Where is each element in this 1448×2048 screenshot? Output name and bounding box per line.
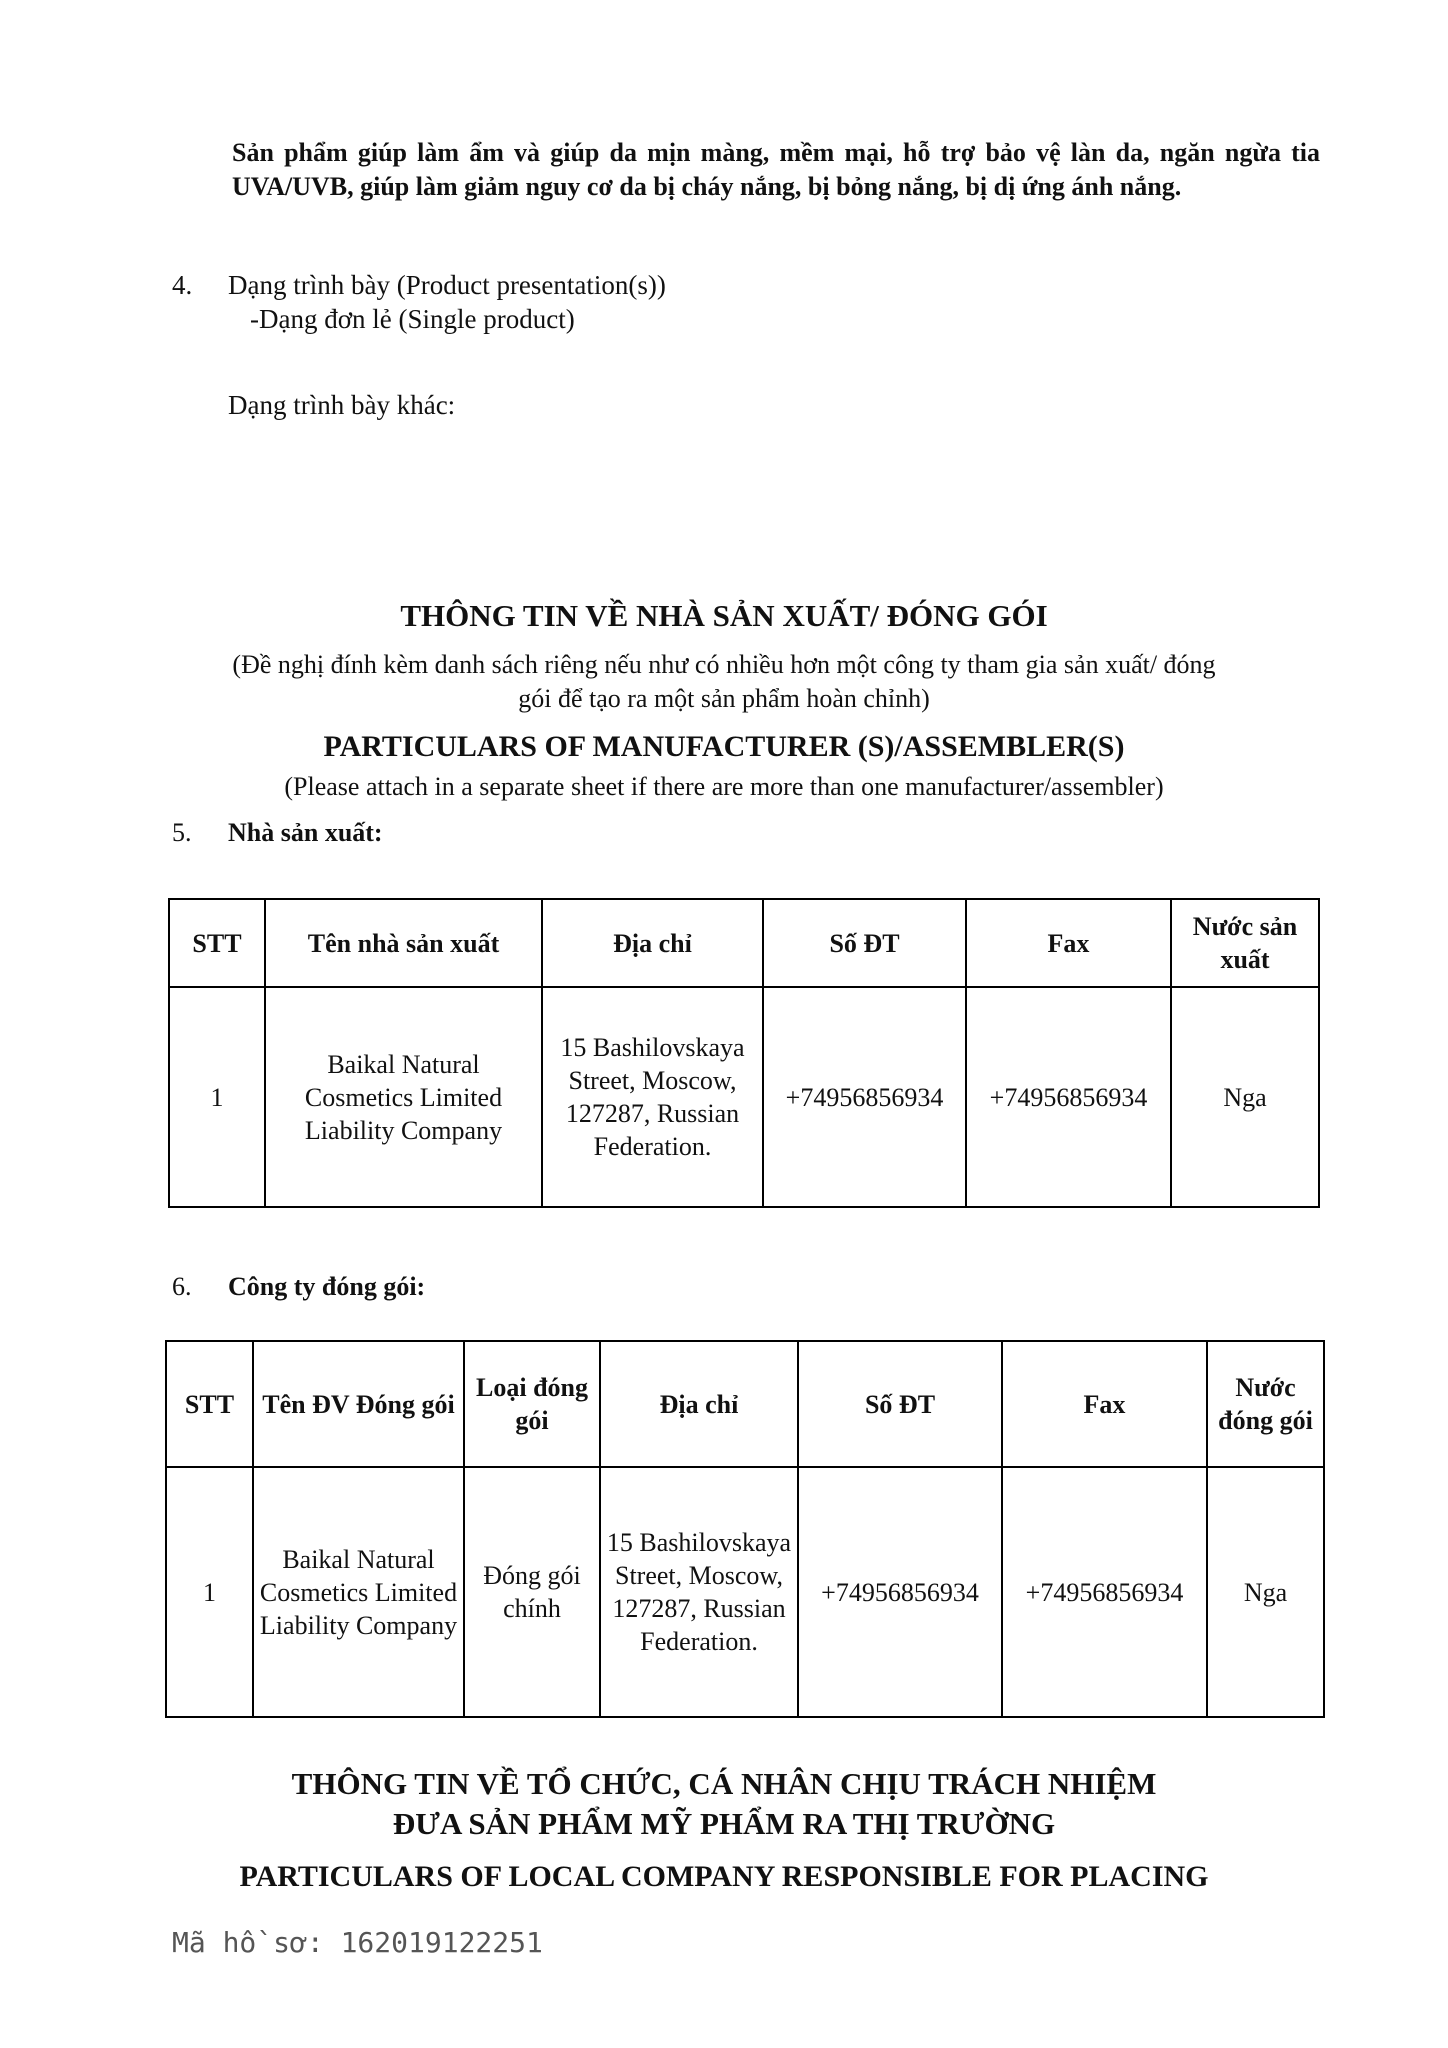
cell-fax: +74956856934 <box>1002 1467 1207 1717</box>
header-country: Nước sản xuất <box>1171 899 1319 987</box>
header-packaging-type: Loại đóng gói <box>464 1341 600 1467</box>
cell-assembler-name: Baikal Natural Cosmetics Limited Liability Company <box>253 1467 464 1717</box>
section-5-title: Nhà sản xuất: <box>228 818 383 847</box>
manufacturer-title-en: PARTICULARS OF MANUFACTURER (S)/ASSEMBLER(S) <box>323 730 1125 763</box>
cell-phone: +74956856934 <box>798 1467 1002 1717</box>
assembler-table-header <box>166 1341 1324 1467</box>
header-address: Địa chỉ <box>600 1341 798 1467</box>
manufacturer-table <box>168 898 1320 1208</box>
section-6-title: Công ty đóng gói: <box>228 1272 426 1301</box>
product-description-paragraph: Sản phẩm giúp làm ẩm và giúp da mịn màng, mềm mại, hỗ trợ bảo vệ làn da, ngăn ngừa tia UVA/UVB, giúp làm giảm nguy cơ da bị cháy nắng, bị bỏng nắng, bị dị ứng ánh nắng. <box>232 138 1320 201</box>
section-4 <box>172 268 666 336</box>
header-assembler-name: Tên ĐV Đóng gói <box>253 1341 464 1467</box>
cell-manufacturer-name: Baikal Natural Cosmetics Limited Liability Company <box>265 987 542 1207</box>
local-company-title-en: PARTICULARS OF LOCAL COMPANY RESPONSIBLE FOR PLACING <box>239 1860 1209 1893</box>
manufacturer-note-vi-line2: gói để tạo ra một sản phẩm hoàn chỉnh) <box>518 684 930 713</box>
header-stt: STT <box>169 899 265 987</box>
cell-address: 15 Bashilovskaya Street, Moscow, 127287, Russian Federation. <box>600 1467 798 1717</box>
section-4-title: Dạng trình bày (Product presentation(s)) <box>228 270 666 300</box>
manufacturer-note-en: (Please attach in a separate sheet if there are more than one manufacturer/assembler) <box>284 772 1164 801</box>
cell-address: 15 Bashilovskaya Street, Moscow, 127287, Russian Federation. <box>542 987 763 1207</box>
local-company-title-vi-line1: THÔNG TIN VỀ TỔ CHỨC, CÁ NHÂN CHỊU TRÁCH NHIỆM <box>291 1766 1157 1801</box>
table-row <box>169 987 1319 1207</box>
cell-country: Nga <box>1171 987 1319 1207</box>
header-phone: Số ĐT <box>763 899 966 987</box>
section-4-number: 4. <box>172 270 193 300</box>
cell-stt: 1 <box>166 1467 253 1717</box>
section-6-label <box>172 1272 425 1302</box>
other-presentation-label: Dạng trình bày khác: <box>228 390 456 420</box>
cell-fax: +74956856934 <box>966 987 1171 1207</box>
cell-stt: 1 <box>169 987 265 1207</box>
section-5-label <box>172 818 383 848</box>
header-stt: STT <box>166 1341 253 1467</box>
header-fax: Fax <box>966 899 1171 987</box>
header-country: Nước đóng gói <box>1207 1341 1324 1467</box>
manufacturer-title-vi: THÔNG TIN VỀ NHÀ SẢN XUẤT/ ĐÓNG GÓI <box>400 598 1048 633</box>
assembler-table <box>165 1340 1325 1718</box>
header-fax: Fax <box>1002 1341 1207 1467</box>
header-manufacturer-name: Tên nhà sản xuất <box>265 899 542 987</box>
manufacturer-table-header <box>169 899 1319 987</box>
manufacturer-note-vi-line1: (Đề nghị đính kèm danh sách riêng nếu như có nhiều hơn một công ty tham gia sản xuất/ đóng <box>232 650 1216 679</box>
local-company-title-vi-line2: ĐƯA SẢN PHẨM MỸ PHẨM RA THỊ TRƯỜNG <box>392 1806 1056 1841</box>
dossier-code: Mã hồ sơ: 162019122251 <box>172 1926 543 1959</box>
cell-packaging-type: Đóng gói chính <box>464 1467 600 1717</box>
header-address: Địa chỉ <box>542 899 763 987</box>
cell-phone: +74956856934 <box>763 987 966 1207</box>
header-phone: Số ĐT <box>798 1341 1002 1467</box>
table-row <box>166 1467 1324 1717</box>
cell-country: Nga <box>1207 1467 1324 1717</box>
section-5-number: 5. <box>172 818 192 847</box>
section-4-item: -Dạng đơn lẻ (Single product) <box>250 304 575 334</box>
section-6-number: 6. <box>172 1272 192 1301</box>
